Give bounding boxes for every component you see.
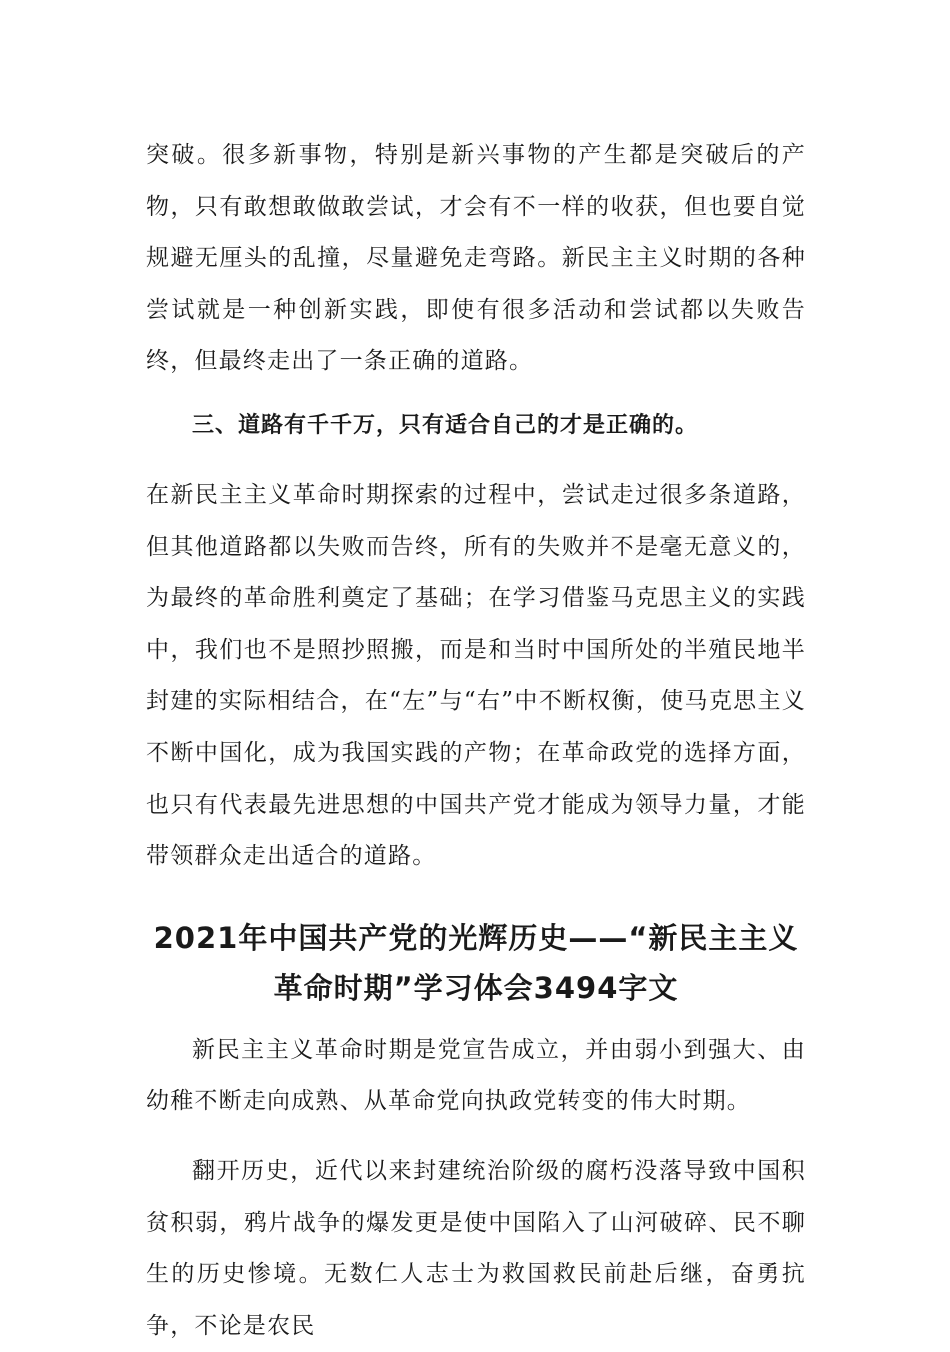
paragraph-1: 突破。很多新事物，特别是新兴事物的产生都是突破后的产物，只有敢想敢做敢尝试，才会有不一样的收获，但也要自觉规避无厘头的乱撞，尽量避免走弯路。新民主主义时期的各种尝试就是一种创新实践，即使有很多活动和尝试都以失败告终，但最终走出了一条正确的道路。	[146, 142, 806, 375]
paragraph-2: 在新民主主义革命时期探索的过程中，尝试走过很多条道路，但其他道路都以失败而告终，所有的失败并不是毫无意义的，为最终的革命胜利奠定了基础；在学习借鉴马克思主义的实践中，我们也不是照抄照搬，而是和当时中国所处的半殖民地半封建的实际相结合，在“左”与“右”中不断权衡，使马克思主义不断中国化，成为我国实践的产物；在革命政党的选择方面，也只有代表最先进思想的中国共产党才能成为领导力量，才能带领群众走出适合的道路。	[146, 481, 806, 870]
paragraph-3: 新民主主义革命时期是党宣告成立，并由弱小到强大、由幼稚不断走向成熟、从革命党向执政党转变的伟大时期。	[146, 1036, 806, 1115]
document-page	[146, 130, 806, 1352]
section-heading-3: 三、道路有千千万，只有适合自己的才是正确的。	[192, 412, 699, 438]
paragraph-4: 翻开历史，近代以来封建统治阶级的腐朽没落导致中国积贫积弱，鸦片战争的爆发更是使中国陷入了山河破碎、民不聊生的历史惨境。无数仁人志士为救国救民前赴后继，奋勇抗争，不论是农民	[146, 1157, 806, 1339]
article-title: 2021年中国共产党的光辉历史——“新民主主义革命时期”学习体会3494字文	[153, 920, 799, 1005]
paragraph-gap	[146, 1128, 806, 1146]
